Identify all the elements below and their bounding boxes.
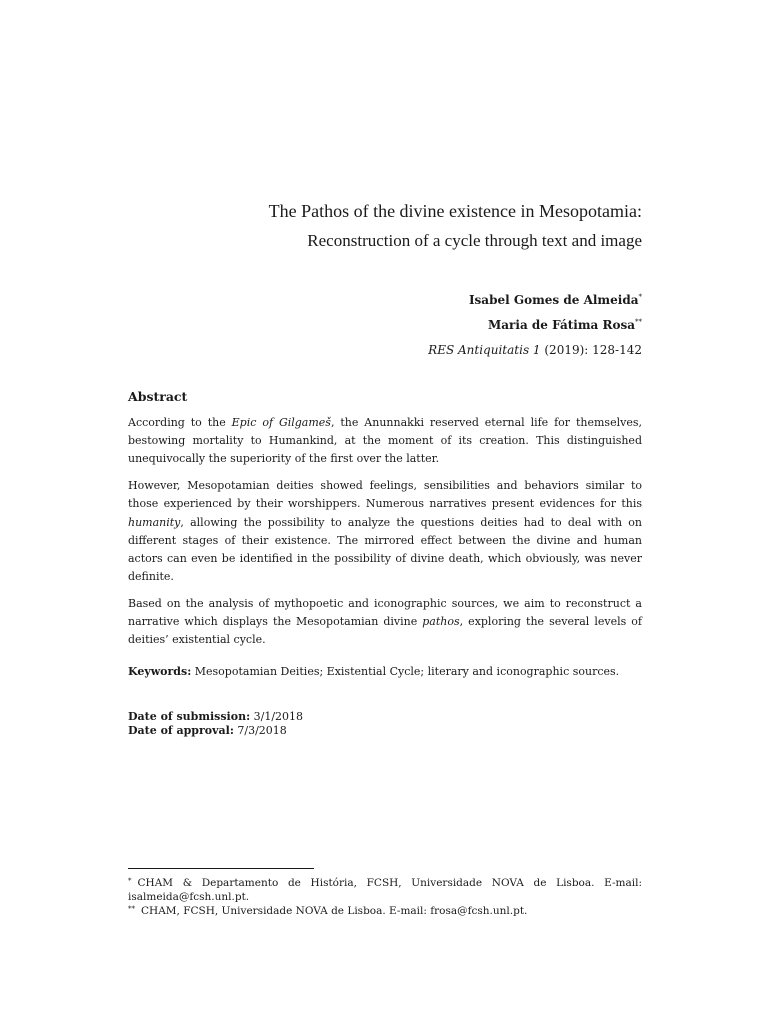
citation-details: (2019): 128-142 [540, 343, 642, 357]
abstract-p2-text-b: , allowing the possibility to analyze the questions deities had to deal with on different stages of their existence. The mirrored effect between the divine and human actors can even be identified in the possibility of divine death, which obviously, was never definite. [128, 515, 642, 584]
abstract-p1-text-a: According to the [128, 416, 232, 429]
dates [128, 710, 303, 738]
approval-label: Date of approval: [128, 724, 234, 737]
author-1 [122, 288, 642, 313]
footnote-1 [128, 876, 642, 904]
abstract-heading: Abstract [128, 389, 188, 404]
footnote-1-text: CHAM & Departamento de História, FCSH, Universidade NOVA de Lisboa. E-mail: isalmeida@fcsh.unl.pt. [128, 877, 642, 903]
author-2-mark: ** [635, 318, 642, 326]
title-line-1: The Pathos of the divine existence in Mesopotamia: [268, 201, 642, 221]
footnote-2 [128, 904, 642, 918]
author-2 [122, 313, 642, 338]
approval-value: 7/3/2018 [233, 724, 287, 737]
keywords [128, 663, 642, 681]
abstract-p3-emphasis: pathos [422, 615, 460, 629]
citation-journal: RES Antiquitatis 1 [428, 343, 541, 357]
keywords-text: Mesopotamian Deities; Existential Cycle; literary and iconographic sources. [191, 665, 620, 678]
author-2-name: Maria de Fátima Rosa [488, 318, 635, 332]
citation [122, 338, 642, 363]
paper-title [122, 196, 642, 256]
abstract-p3-text-b: , exploring the several levels of deities’ existential cycle. [128, 615, 642, 647]
abstract-paragraph-1 [128, 414, 642, 469]
submission-label: Date of submission: [128, 710, 251, 723]
author-1-mark: * [638, 293, 642, 301]
abstract-p2-emphasis: humanity [128, 515, 181, 529]
keywords-label: Keywords: [128, 665, 192, 678]
byline [122, 288, 642, 363]
author-1-name: Isabel Gomes de Almeida [468, 293, 639, 307]
footnotes [128, 876, 642, 918]
footnote-1-mark: * [128, 877, 132, 885]
abstract-p1-emphasis: Epic of Gilgameš [231, 416, 331, 429]
abstract-paragraph-3 [128, 595, 642, 650]
abstract-body [128, 414, 642, 658]
submission-date [128, 710, 303, 724]
title-line-2: Reconstruction of a cycle through text and image [307, 231, 642, 250]
footnote-divider [128, 868, 314, 869]
submission-value: 3/1/2018 [250, 710, 304, 723]
abstract-p3-text-a: Based on the analysis of mythopoetic and iconographic sources, we aim to reconstruct a narrative which displays the Mesopotamian divine [128, 596, 642, 629]
footnote-2-text: CHAM, FCSH, Universidade NOVA de Lisboa. E-mail: frosa@fcsh.unl.pt. [141, 905, 528, 917]
approval-date [128, 724, 303, 738]
abstract-p1-text-b: , the Anunnakki reserved eternal life for themselves, bestowing mortality to Humankind, at the moment of its creation. This distinguished unequivocally the superiority of the first over the latter. [128, 416, 642, 466]
abstract-p2-text-a: However, Mesopotamian deities showed feelings, sensibilities and behaviors similar to those experienced by their worshippers. Numerous narratives present evidences for this [128, 479, 642, 511]
abstract-paragraph-2 [128, 477, 642, 586]
footnote-2-mark: ** [128, 905, 135, 913]
